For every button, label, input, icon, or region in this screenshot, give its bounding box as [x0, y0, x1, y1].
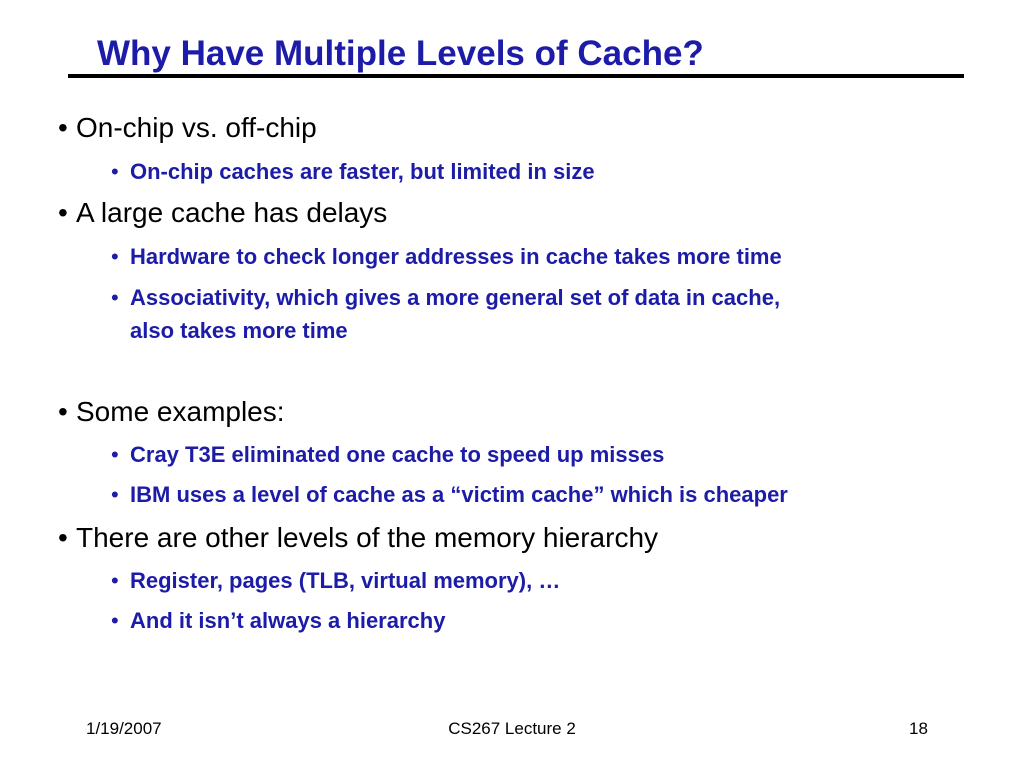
- bullet-text: A large cache has delays: [76, 197, 388, 228]
- bullet-text: There are other levels of the memory hierarchy: [76, 522, 659, 553]
- sub-bullet-on-chip-faster: [111, 155, 595, 188]
- sub-bullet-register: [111, 564, 560, 597]
- bullet-text: On-chip caches are faster, but limited in size: [130, 159, 595, 184]
- bullet-text: Register, pages (TLB, virtual memory), …: [130, 568, 561, 593]
- bullet-glyph: •: [111, 482, 119, 507]
- bullet-glyph: •: [58, 396, 68, 427]
- footer-page-number: 18: [909, 719, 928, 738]
- bullet-large-cache: [58, 196, 387, 230]
- sub-bullet-associativity: [111, 281, 780, 347]
- bullet-glyph: •: [111, 244, 119, 269]
- bullet-text: Hardware to check longer addresses in cache takes more time: [130, 244, 782, 269]
- bullet-text-line-2: also takes more time: [130, 318, 348, 343]
- bullet-on-chip: [58, 111, 317, 145]
- sub-bullet-hardware: [111, 240, 782, 273]
- bullet-examples: [58, 395, 285, 429]
- bullet-glyph: •: [58, 197, 68, 228]
- bullet-glyph: •: [58, 112, 68, 143]
- bullet-glyph: •: [111, 608, 119, 633]
- slide-title: Why Have Multiple Levels of Cache?: [97, 34, 704, 73]
- bullet-text: IBM uses a level of cache as a “victim cache” which is cheaper: [130, 482, 788, 507]
- sub-bullet-ibm: [111, 478, 788, 511]
- sub-bullet-cray: [111, 438, 664, 471]
- bullet-glyph: •: [111, 442, 119, 467]
- bullet-glyph: •: [111, 568, 119, 593]
- bullet-glyph: •: [58, 522, 68, 553]
- footer-date: 1/19/2007: [86, 719, 162, 738]
- bullet-glyph: •: [111, 159, 119, 184]
- bullet-text: Some examples:: [76, 396, 285, 427]
- sub-bullet-not-hierarchy: [111, 604, 445, 637]
- bullet-other-levels: [58, 521, 658, 555]
- bullet-text: And it isn’t always a hierarchy: [130, 608, 446, 633]
- bullet-text-line-1: Associativity, which gives a more general set of data in cache,: [130, 285, 781, 310]
- footer-course: CS267 Lecture 2: [448, 719, 576, 738]
- bullet-text: On-chip vs. off-chip: [76, 112, 317, 143]
- bullet-text: Cray T3E eliminated one cache to speed up misses: [130, 442, 665, 467]
- bullet-glyph: •: [111, 285, 119, 310]
